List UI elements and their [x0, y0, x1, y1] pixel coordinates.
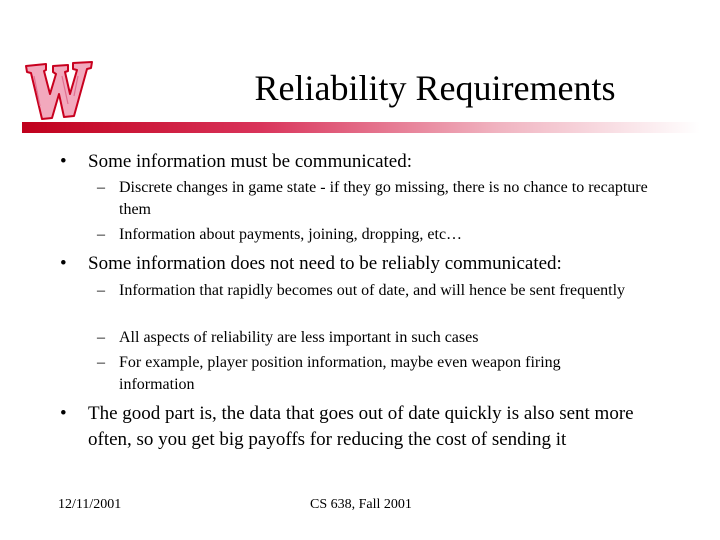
dash-icon: –	[97, 282, 105, 299]
bullet-text: Some information does not need to be reliably communicated:	[88, 253, 562, 274]
sub-bullet-item	[97, 177, 679, 221]
bullet-dot-icon: •	[60, 253, 67, 274]
bullet-text: The good part is, the data that goes out of date quickly is also sent more often, so you get big payoffs for reducing the cost of sending it	[88, 403, 634, 450]
dash-icon: –	[97, 226, 105, 243]
footer-date: 12/11/2001	[58, 497, 122, 512]
slide-title: Reliability Requirements	[254, 68, 616, 108]
footer-course: CS 638, Fall 2001	[310, 497, 412, 512]
sub-bullet-item	[97, 327, 679, 349]
sub-bullet-text: All aspects of reliability are less important in such cases	[119, 329, 479, 346]
sub-bullet-item	[97, 224, 679, 246]
motion-w-icon	[26, 62, 92, 119]
sub-bullet-text: Information that rapidly becomes out of date, and will hence be sent frequently	[119, 282, 626, 299]
dash-icon: –	[97, 329, 105, 346]
sub-bullet-text: Discrete changes in game state - if they go missing, there is no chance to recapture them	[119, 179, 648, 218]
dash-icon: –	[97, 179, 105, 196]
bullet-dot-icon: •	[60, 151, 67, 172]
university-logo	[22, 56, 94, 124]
sub-bullet-item	[97, 280, 629, 302]
sub-bullet-text: For example, player position information, maybe even weapon firing information	[119, 354, 561, 393]
sub-bullet-text: Information about payments, joining, dropping, etc…	[119, 226, 463, 243]
dash-icon: –	[97, 354, 105, 371]
bullet-dot-icon: •	[60, 403, 67, 424]
bullet-item	[60, 252, 708, 276]
bullet-item	[60, 401, 678, 453]
title-underline	[22, 122, 700, 133]
sub-bullet-item	[97, 352, 629, 396]
bullet-text: Some information must be communicated:	[88, 151, 412, 172]
bullet-item	[60, 150, 708, 174]
